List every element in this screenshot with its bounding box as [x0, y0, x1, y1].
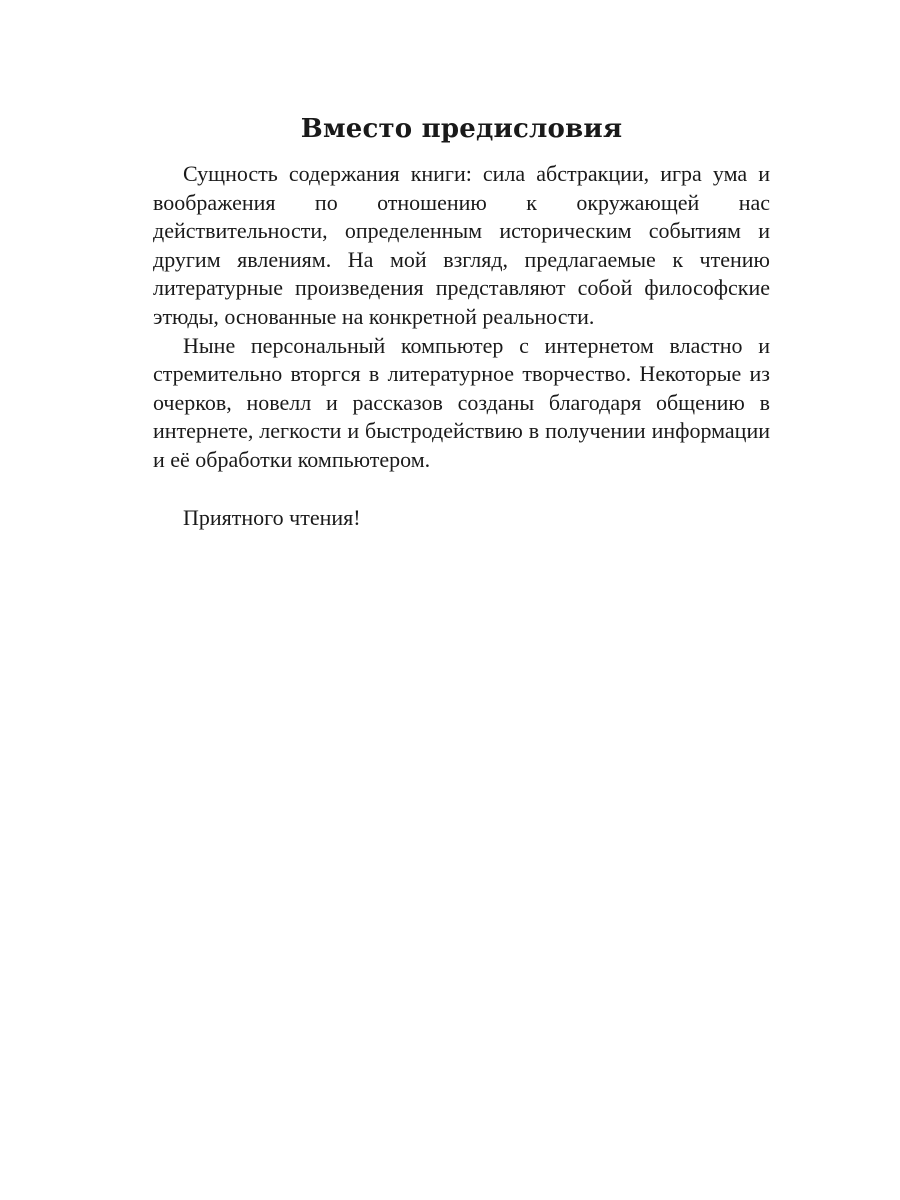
closing-line: Приятного чтения! — [183, 504, 361, 530]
paragraph-2: Ныне персональный компьютер с интернетом властно и стремительно вторгся в литературное творчество. Некоторые из очерков, новелл и рассказов созданы благодаря общению в интернете, легкости и быстродействию в получении информации и её обработки компьютером. — [153, 332, 770, 472]
page-content — [153, 112, 770, 532]
page-title: Вместо предисловия — [300, 114, 623, 144]
paragraph-1: Сущность содержания книги: сила абстракции, игра ума и воображения по отношению к окружающей нас действительности, определенным историческим событиям и другим явлениям. На мой взгляд, предлагаемые к чтению литературные произведения представляют собой философские этюды, основанные на конкретной реальности. — [153, 161, 770, 329]
